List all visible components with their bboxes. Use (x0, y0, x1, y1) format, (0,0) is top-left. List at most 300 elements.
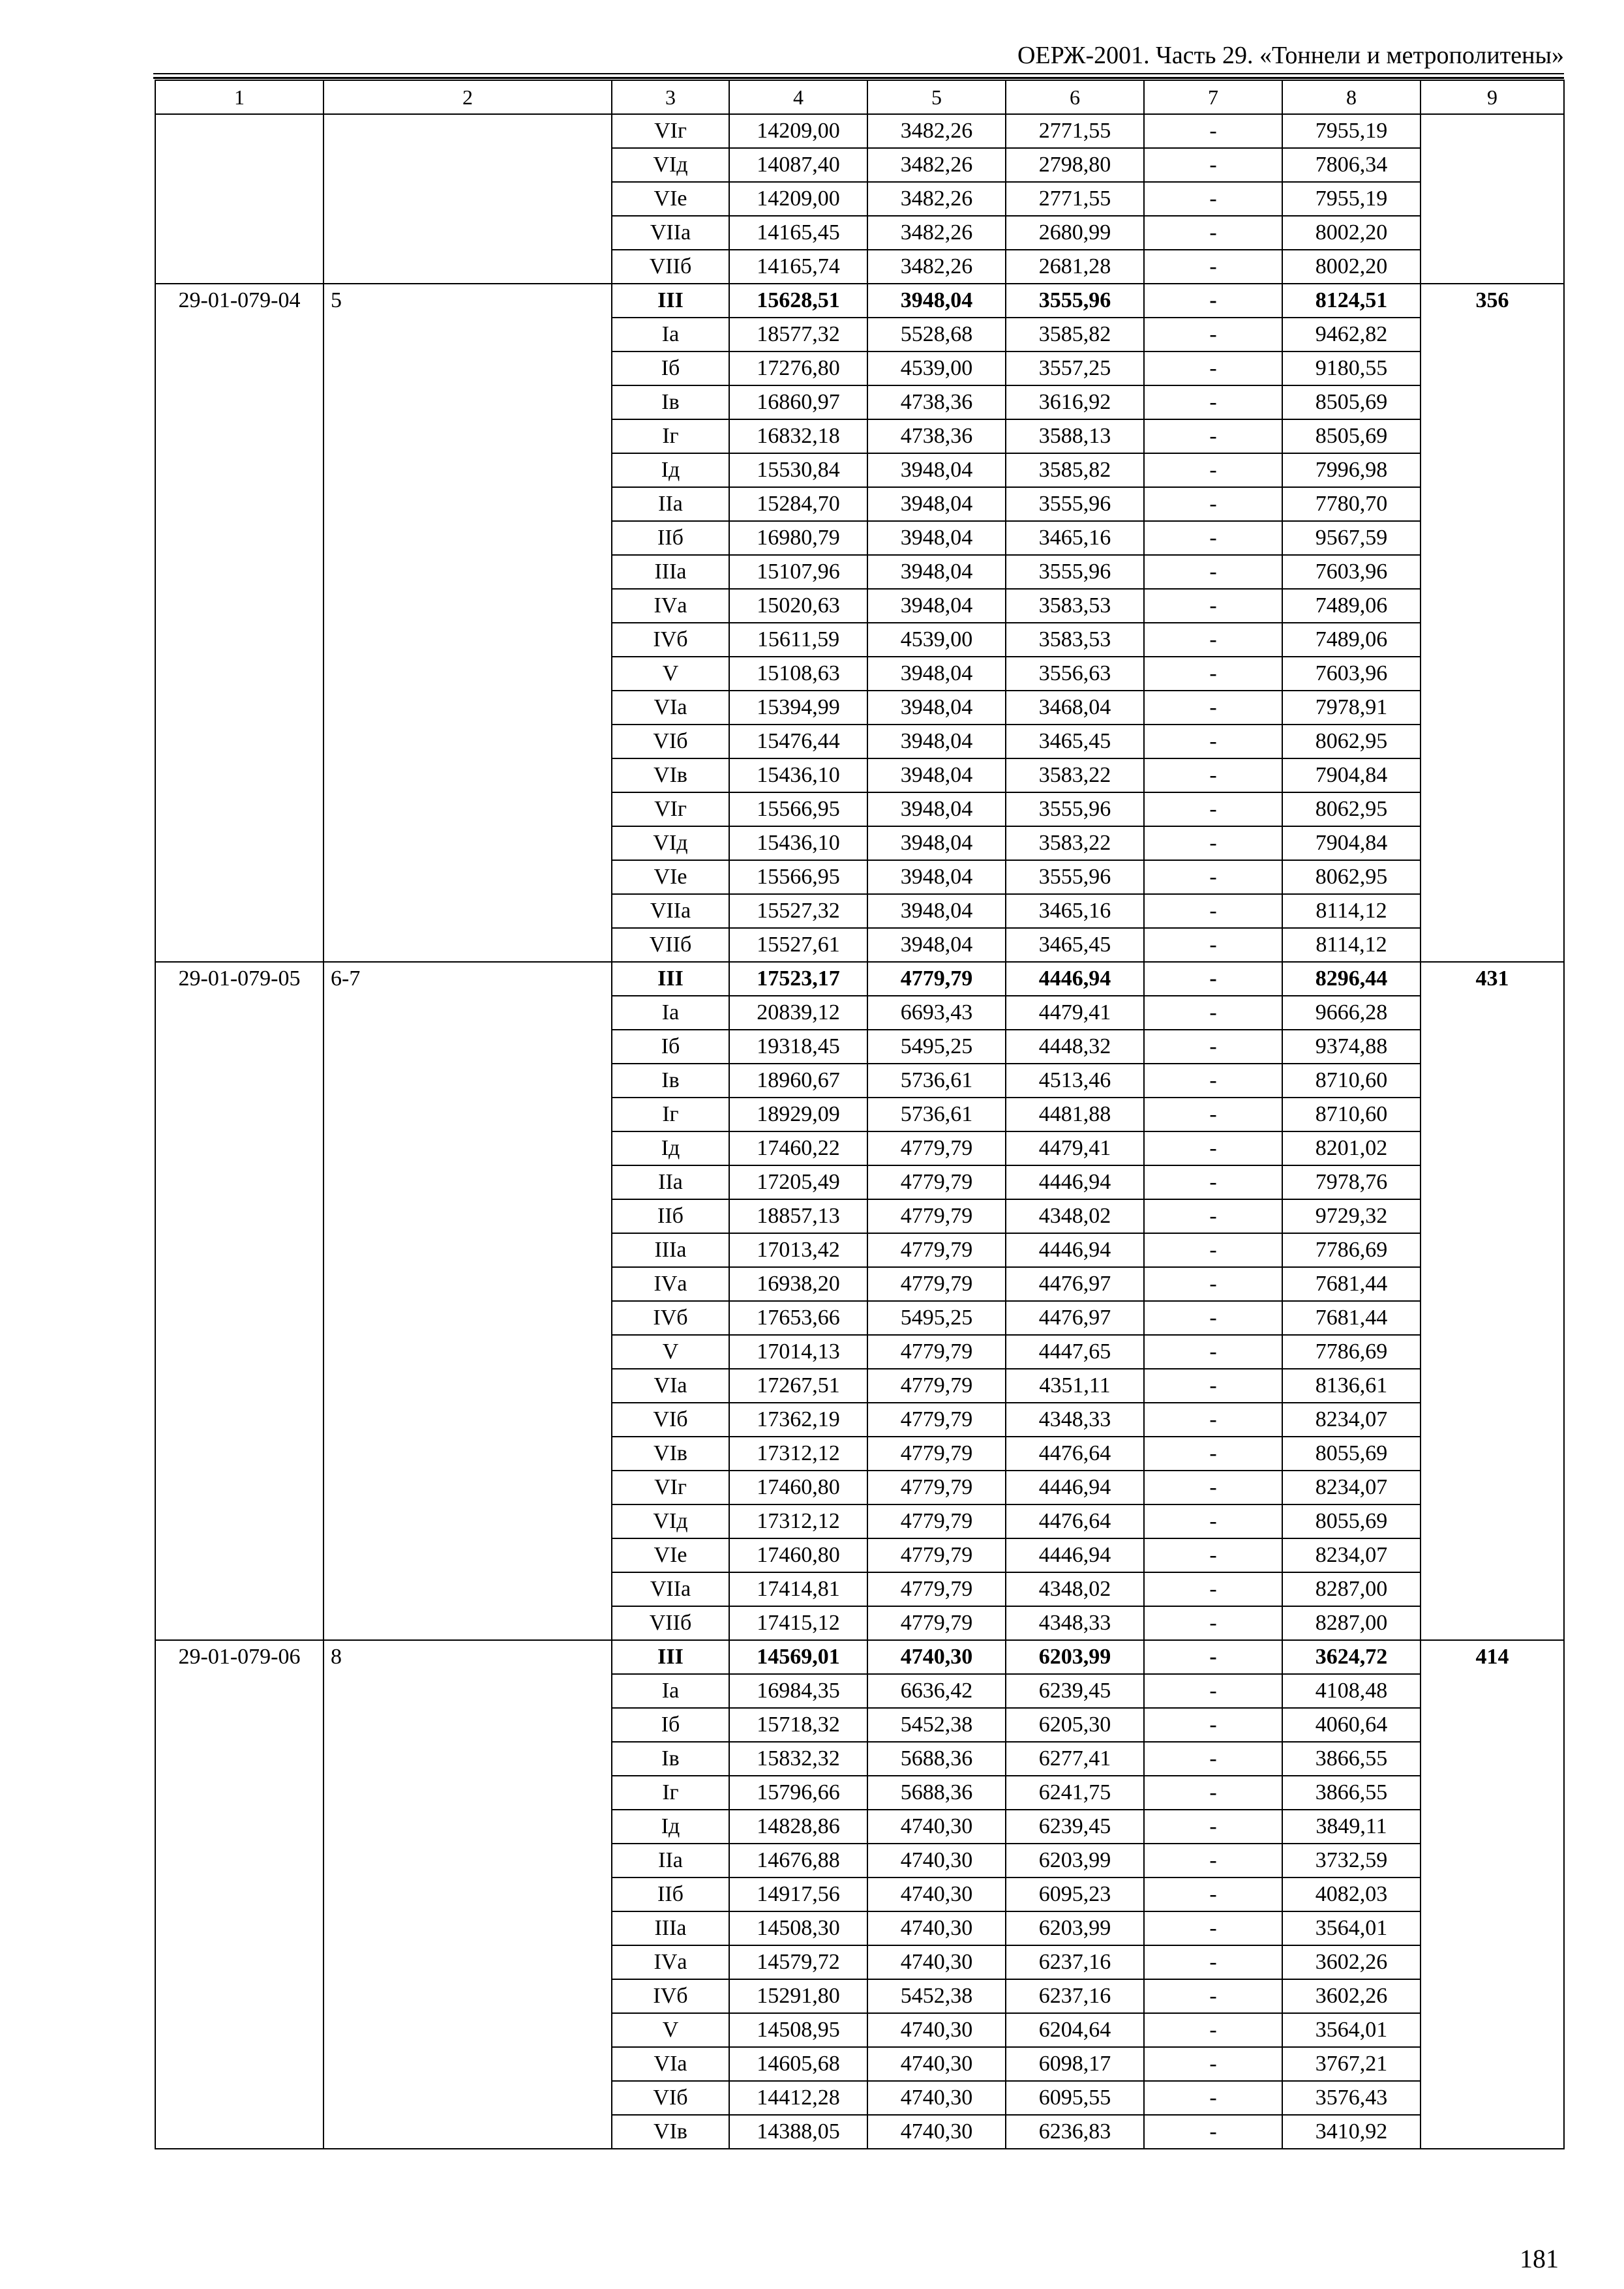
col-header-9: 9 (1421, 80, 1564, 114)
drivers-wages-cell: - (1144, 623, 1282, 657)
machines-cell: 6095,55 (1006, 2081, 1144, 2115)
zone-cell: Iг (612, 1776, 729, 1810)
page-number: 181 (1520, 2244, 1559, 2273)
materials-cell: 8505,69 (1282, 385, 1421, 419)
wages-cell: 3948,04 (867, 792, 1006, 826)
zone-cell: VIд (612, 1504, 729, 1538)
machines-cell: 6241,75 (1006, 1776, 1144, 1810)
total-cost-cell: 17523,17 (729, 962, 867, 996)
wages-cell: 5452,38 (867, 1979, 1006, 2013)
machines-cell: 4348,02 (1006, 1572, 1144, 1606)
drivers-wages-cell: - (1144, 1810, 1282, 1844)
zone-cell: VIе (612, 860, 729, 894)
total-cost-cell: 17312,12 (729, 1437, 867, 1471)
materials-cell: 7681,44 (1282, 1267, 1421, 1301)
machines-cell: 4481,88 (1006, 1098, 1144, 1131)
total-cost-cell: 15530,84 (729, 453, 867, 487)
zone-cell: VIг (612, 114, 729, 148)
table-row (155, 114, 1564, 148)
materials-cell: 4082,03 (1282, 1878, 1421, 1911)
wages-cell: 3948,04 (867, 487, 1006, 521)
wages-cell: 4779,79 (867, 1471, 1006, 1504)
wages-cell: 5495,25 (867, 1301, 1006, 1335)
wages-cell: 4779,79 (867, 1131, 1006, 1165)
materials-cell: 8055,69 (1282, 1504, 1421, 1538)
drivers-wages-cell: - (1144, 2081, 1282, 2115)
wages-cell: 5495,25 (867, 1030, 1006, 1064)
col-header-7: 7 (1144, 80, 1282, 114)
zone-cell: III (612, 962, 729, 996)
wages-cell: 3482,26 (867, 148, 1006, 182)
materials-cell: 3564,01 (1282, 1911, 1421, 1945)
col-header-6: 6 (1006, 80, 1144, 114)
wages-cell: 3948,04 (867, 928, 1006, 962)
drivers-wages-cell: - (1144, 453, 1282, 487)
drivers-wages-cell: - (1144, 2013, 1282, 2047)
labor-hours-cell: 431 (1421, 962, 1564, 1640)
materials-cell: 7996,98 (1282, 453, 1421, 487)
total-cost-cell: 15527,61 (729, 928, 867, 962)
page-title: ОЕРЖ-2001. Часть 29. «Тоннели и метрополитены» (1017, 42, 1564, 69)
machines-cell: 3555,96 (1006, 860, 1144, 894)
materials-cell: 9729,32 (1282, 1199, 1421, 1233)
materials-cell: 4108,48 (1282, 1674, 1421, 1708)
table-row (155, 962, 1564, 996)
total-cost-cell: 14165,45 (729, 216, 867, 250)
drivers-wages-cell: - (1144, 1233, 1282, 1267)
total-cost-cell: 17312,12 (729, 1504, 867, 1538)
machines-cell: 3583,22 (1006, 826, 1144, 860)
materials-cell: 3624,72 (1282, 1640, 1421, 1674)
wages-cell: 5452,38 (867, 1708, 1006, 1742)
total-cost-cell: 17460,80 (729, 1538, 867, 1572)
machines-cell: 6098,17 (1006, 2047, 1144, 2081)
zone-cell: Iа (612, 1674, 729, 1708)
total-cost-cell: 17460,80 (729, 1471, 867, 1504)
category-cell: 6-7 (323, 962, 612, 1640)
drivers-wages-cell: - (1144, 1030, 1282, 1064)
rate-code-cell: 29-01-079-04 (155, 284, 323, 962)
total-cost-cell: 15527,32 (729, 894, 867, 928)
zone-cell: IIб (612, 1878, 729, 1911)
total-cost-cell: 14209,00 (729, 114, 867, 148)
zone-cell: VIд (612, 148, 729, 182)
total-cost-cell: 14388,05 (729, 2115, 867, 2149)
total-cost-cell: 14676,88 (729, 1844, 867, 1878)
zone-cell: VIг (612, 1471, 729, 1504)
materials-cell: 8002,20 (1282, 250, 1421, 284)
total-cost-cell: 16832,18 (729, 419, 867, 453)
zone-cell: VIа (612, 2047, 729, 2081)
drivers-wages-cell: - (1144, 657, 1282, 691)
materials-cell: 7489,06 (1282, 589, 1421, 623)
wages-cell: 4740,30 (867, 1911, 1006, 1945)
drivers-wages-cell: - (1144, 1165, 1282, 1199)
zone-cell: IIа (612, 1844, 729, 1878)
machines-cell: 6239,45 (1006, 1674, 1144, 1708)
total-cost-cell: 14412,28 (729, 2081, 867, 2115)
drivers-wages-cell: - (1144, 758, 1282, 792)
machines-cell: 6236,83 (1006, 2115, 1144, 2149)
wages-cell: 4539,00 (867, 623, 1006, 657)
wages-cell: 4779,79 (867, 1165, 1006, 1199)
machines-cell: 6205,30 (1006, 1708, 1144, 1742)
wages-cell: 3948,04 (867, 284, 1006, 318)
zone-cell: VIв (612, 758, 729, 792)
drivers-wages-cell: - (1144, 589, 1282, 623)
price-table (155, 80, 1565, 2149)
machines-cell: 4476,64 (1006, 1437, 1144, 1471)
materials-cell: 7681,44 (1282, 1301, 1421, 1335)
rate-code-cell: 29-01-079-05 (155, 962, 323, 1640)
table-row (155, 284, 1564, 318)
materials-cell: 7780,70 (1282, 487, 1421, 521)
zone-cell: Iд (612, 1810, 729, 1844)
materials-cell: 7955,19 (1282, 114, 1421, 148)
drivers-wages-cell: - (1144, 114, 1282, 148)
machines-cell: 2771,55 (1006, 182, 1144, 216)
zone-cell: Iа (612, 996, 729, 1030)
materials-cell: 8136,61 (1282, 1369, 1421, 1403)
table-body (155, 114, 1564, 2149)
drivers-wages-cell: - (1144, 250, 1282, 284)
zone-cell: IVб (612, 623, 729, 657)
zone-cell: VIIа (612, 1572, 729, 1606)
machines-cell: 4446,94 (1006, 1165, 1144, 1199)
total-cost-cell: 17267,51 (729, 1369, 867, 1403)
drivers-wages-cell: - (1144, 385, 1282, 419)
total-cost-cell: 14828,86 (729, 1810, 867, 1844)
col-header-3: 3 (612, 80, 729, 114)
materials-cell: 3866,55 (1282, 1776, 1421, 1810)
drivers-wages-cell: - (1144, 996, 1282, 1030)
machines-cell: 6237,16 (1006, 1979, 1144, 2013)
drivers-wages-cell: - (1144, 2047, 1282, 2081)
zone-cell: IIб (612, 521, 729, 555)
col-header-1: 1 (155, 80, 323, 114)
drivers-wages-cell: - (1144, 1979, 1282, 2013)
total-cost-cell: 18929,09 (729, 1098, 867, 1131)
wages-cell: 4539,00 (867, 352, 1006, 385)
materials-cell: 7904,84 (1282, 826, 1421, 860)
zone-cell: VIв (612, 1437, 729, 1471)
materials-cell: 8710,60 (1282, 1098, 1421, 1131)
materials-cell: 3576,43 (1282, 2081, 1421, 2115)
total-cost-cell: 18960,67 (729, 1064, 867, 1098)
category-cell: 5 (323, 284, 612, 962)
drivers-wages-cell: - (1144, 1267, 1282, 1301)
machines-cell: 3465,45 (1006, 928, 1144, 962)
wages-cell: 5736,61 (867, 1098, 1006, 1131)
zone-cell: IIа (612, 487, 729, 521)
drivers-wages-cell: - (1144, 1572, 1282, 1606)
drivers-wages-cell: - (1144, 318, 1282, 352)
total-cost-cell: 19318,45 (729, 1030, 867, 1064)
materials-cell: 7904,84 (1282, 758, 1421, 792)
materials-cell: 7603,96 (1282, 555, 1421, 589)
machines-cell: 3585,82 (1006, 453, 1144, 487)
labor-hours-cell: 356 (1421, 284, 1564, 962)
zone-cell: IIIа (612, 555, 729, 589)
materials-cell: 3602,26 (1282, 1945, 1421, 1979)
wages-cell: 4779,79 (867, 1572, 1006, 1606)
zone-cell: IVб (612, 1979, 729, 2013)
machines-cell: 3583,22 (1006, 758, 1144, 792)
drivers-wages-cell: - (1144, 1742, 1282, 1776)
total-cost-cell: 15108,63 (729, 657, 867, 691)
machines-cell: 4446,94 (1006, 962, 1144, 996)
zone-cell: Iа (612, 318, 729, 352)
materials-cell: 8002,20 (1282, 216, 1421, 250)
table-row (155, 1640, 1564, 1674)
machines-cell: 3555,96 (1006, 555, 1144, 589)
materials-cell: 8296,44 (1282, 962, 1421, 996)
total-cost-cell: 15566,95 (729, 860, 867, 894)
total-cost-cell: 15020,63 (729, 589, 867, 623)
wages-cell: 3948,04 (867, 725, 1006, 758)
total-cost-cell: 15291,80 (729, 1979, 867, 2013)
materials-cell: 3410,92 (1282, 2115, 1421, 2149)
wages-cell: 4738,36 (867, 385, 1006, 419)
column-number-row (155, 80, 1564, 114)
page-header (153, 38, 1564, 73)
wages-cell: 3482,26 (867, 114, 1006, 148)
drivers-wages-cell: - (1144, 1199, 1282, 1233)
materials-cell: 7489,06 (1282, 623, 1421, 657)
materials-cell: 7978,91 (1282, 691, 1421, 725)
zone-cell: V (612, 657, 729, 691)
wages-cell: 4740,30 (867, 1945, 1006, 1979)
total-cost-cell: 17414,81 (729, 1572, 867, 1606)
zone-cell: VIа (612, 1369, 729, 1403)
zone-cell: IIIа (612, 1911, 729, 1945)
machines-cell: 3588,13 (1006, 419, 1144, 453)
materials-cell: 9462,82 (1282, 318, 1421, 352)
drivers-wages-cell: - (1144, 182, 1282, 216)
drivers-wages-cell: - (1144, 284, 1282, 318)
machines-cell: 4446,94 (1006, 1538, 1144, 1572)
price-table-container (155, 80, 1563, 2149)
wages-cell: 4779,79 (867, 1606, 1006, 1640)
zone-cell: V (612, 2013, 729, 2047)
drivers-wages-cell: - (1144, 1437, 1282, 1471)
col-header-8: 8 (1282, 80, 1421, 114)
materials-cell: 3767,21 (1282, 2047, 1421, 2081)
machines-cell: 3583,53 (1006, 589, 1144, 623)
labor-hours-cell (1421, 114, 1564, 284)
total-cost-cell: 15394,99 (729, 691, 867, 725)
drivers-wages-cell: - (1144, 1606, 1282, 1640)
drivers-wages-cell: - (1144, 691, 1282, 725)
machines-cell: 4351,11 (1006, 1369, 1144, 1403)
total-cost-cell: 15628,51 (729, 284, 867, 318)
drivers-wages-cell: - (1144, 928, 1282, 962)
materials-cell: 9180,55 (1282, 352, 1421, 385)
drivers-wages-cell: - (1144, 1776, 1282, 1810)
total-cost-cell: 16860,97 (729, 385, 867, 419)
wages-cell: 6636,42 (867, 1674, 1006, 1708)
drivers-wages-cell: - (1144, 1064, 1282, 1098)
zone-cell: IVб (612, 1301, 729, 1335)
zone-cell: VIб (612, 725, 729, 758)
total-cost-cell: 16938,20 (729, 1267, 867, 1301)
wages-cell: 3948,04 (867, 894, 1006, 928)
category-cell: 8 (323, 1640, 612, 2149)
zone-cell: V (612, 1335, 729, 1369)
wages-cell: 3948,04 (867, 453, 1006, 487)
drivers-wages-cell: - (1144, 216, 1282, 250)
machines-cell: 4476,97 (1006, 1267, 1144, 1301)
machines-cell: 3556,63 (1006, 657, 1144, 691)
drivers-wages-cell: - (1144, 1504, 1282, 1538)
drivers-wages-cell: - (1144, 1708, 1282, 1742)
machines-cell: 3616,92 (1006, 385, 1144, 419)
materials-cell: 8287,00 (1282, 1606, 1421, 1640)
machines-cell: 4446,94 (1006, 1471, 1144, 1504)
machines-cell: 3468,04 (1006, 691, 1144, 725)
zone-cell: Iг (612, 1098, 729, 1131)
machines-cell: 3465,45 (1006, 725, 1144, 758)
wages-cell: 3948,04 (867, 589, 1006, 623)
zone-cell: III (612, 1640, 729, 1674)
total-cost-cell: 18857,13 (729, 1199, 867, 1233)
wages-cell: 4779,79 (867, 962, 1006, 996)
drivers-wages-cell: - (1144, 1844, 1282, 1878)
materials-cell: 8062,95 (1282, 860, 1421, 894)
total-cost-cell: 17362,19 (729, 1403, 867, 1437)
zone-cell: VIIа (612, 216, 729, 250)
total-cost-cell: 14508,95 (729, 2013, 867, 2047)
machines-cell: 6237,16 (1006, 1945, 1144, 1979)
total-cost-cell: 17205,49 (729, 1165, 867, 1199)
total-cost-cell: 14508,30 (729, 1911, 867, 1945)
zone-cell: Iв (612, 1064, 729, 1098)
wages-cell: 4740,30 (867, 1640, 1006, 1674)
materials-cell: 8710,60 (1282, 1064, 1421, 1098)
zone-cell: VIг (612, 792, 729, 826)
total-cost-cell: 17014,13 (729, 1335, 867, 1369)
total-cost-cell: 20839,12 (729, 996, 867, 1030)
wages-cell: 4740,30 (867, 1810, 1006, 1844)
total-cost-cell: 14605,68 (729, 2047, 867, 2081)
machines-cell: 3555,96 (1006, 487, 1144, 521)
wages-cell: 5528,68 (867, 318, 1006, 352)
wages-cell: 3948,04 (867, 860, 1006, 894)
drivers-wages-cell: - (1144, 1945, 1282, 1979)
drivers-wages-cell: - (1144, 792, 1282, 826)
drivers-wages-cell: - (1144, 555, 1282, 589)
wages-cell: 4740,30 (867, 2115, 1006, 2149)
header-rule-double (153, 77, 1564, 79)
zone-cell: VIIб (612, 1606, 729, 1640)
total-cost-cell: 15832,32 (729, 1742, 867, 1776)
zone-cell: Iб (612, 1708, 729, 1742)
wages-cell: 5688,36 (867, 1776, 1006, 1810)
machines-cell: 4348,02 (1006, 1199, 1144, 1233)
machines-cell: 3465,16 (1006, 894, 1144, 928)
total-cost-cell: 17653,66 (729, 1301, 867, 1335)
drivers-wages-cell: - (1144, 962, 1282, 996)
machines-cell: 3555,96 (1006, 792, 1144, 826)
drivers-wages-cell: - (1144, 1471, 1282, 1504)
zone-cell: Iв (612, 385, 729, 419)
wages-cell: 3948,04 (867, 826, 1006, 860)
total-cost-cell: 16984,35 (729, 1674, 867, 1708)
col-header-4: 4 (729, 80, 867, 114)
total-cost-cell: 15436,10 (729, 758, 867, 792)
wages-cell: 5736,61 (867, 1064, 1006, 1098)
materials-cell: 7786,69 (1282, 1335, 1421, 1369)
wages-cell: 6693,43 (867, 996, 1006, 1030)
zone-cell: VIб (612, 1403, 729, 1437)
total-cost-cell: 16980,79 (729, 521, 867, 555)
total-cost-cell: 18577,32 (729, 318, 867, 352)
zone-cell: Iб (612, 352, 729, 385)
wages-cell: 4740,30 (867, 2047, 1006, 2081)
materials-cell: 8062,95 (1282, 792, 1421, 826)
drivers-wages-cell: - (1144, 1538, 1282, 1572)
wages-cell: 3482,26 (867, 182, 1006, 216)
zone-cell: VIIб (612, 928, 729, 962)
category-cell (323, 114, 612, 284)
machines-cell: 3555,96 (1006, 284, 1144, 318)
wages-cell: 4779,79 (867, 1369, 1006, 1403)
total-cost-cell: 15476,44 (729, 725, 867, 758)
drivers-wages-cell: - (1144, 860, 1282, 894)
zone-cell: VIе (612, 1538, 729, 1572)
machines-cell: 3465,16 (1006, 521, 1144, 555)
header-rule (153, 73, 1564, 74)
materials-cell: 8114,12 (1282, 894, 1421, 928)
zone-cell: VIIа (612, 894, 729, 928)
rate-code-cell (155, 114, 323, 284)
zone-cell: IVа (612, 1267, 729, 1301)
materials-cell: 8234,07 (1282, 1403, 1421, 1437)
materials-cell: 7978,76 (1282, 1165, 1421, 1199)
zone-cell: IIа (612, 1165, 729, 1199)
col-header-2: 2 (323, 80, 612, 114)
materials-cell: 8505,69 (1282, 419, 1421, 453)
drivers-wages-cell: - (1144, 1098, 1282, 1131)
drivers-wages-cell: - (1144, 826, 1282, 860)
drivers-wages-cell: - (1144, 1369, 1282, 1403)
materials-cell: 8124,51 (1282, 284, 1421, 318)
zone-cell: Iд (612, 1131, 729, 1165)
total-cost-cell: 14917,56 (729, 1878, 867, 1911)
machines-cell: 4447,65 (1006, 1335, 1144, 1369)
total-cost-cell: 17460,22 (729, 1131, 867, 1165)
materials-cell: 3732,59 (1282, 1844, 1421, 1878)
wages-cell: 4779,79 (867, 1437, 1006, 1471)
total-cost-cell: 15611,59 (729, 623, 867, 657)
machines-cell: 4348,33 (1006, 1403, 1144, 1437)
labor-hours-cell: 414 (1421, 1640, 1564, 2149)
materials-cell: 7955,19 (1282, 182, 1421, 216)
wages-cell: 5688,36 (867, 1742, 1006, 1776)
drivers-wages-cell: - (1144, 1640, 1282, 1674)
wages-cell: 4779,79 (867, 1538, 1006, 1572)
drivers-wages-cell: - (1144, 1335, 1282, 1369)
materials-cell: 8201,02 (1282, 1131, 1421, 1165)
total-cost-cell: 14209,00 (729, 182, 867, 216)
wages-cell: 4779,79 (867, 1403, 1006, 1437)
machines-cell: 6203,99 (1006, 1844, 1144, 1878)
zone-cell: IIб (612, 1199, 729, 1233)
drivers-wages-cell: - (1144, 521, 1282, 555)
materials-cell: 8055,69 (1282, 1437, 1421, 1471)
drivers-wages-cell: - (1144, 1131, 1282, 1165)
zone-cell: Iв (612, 1742, 729, 1776)
